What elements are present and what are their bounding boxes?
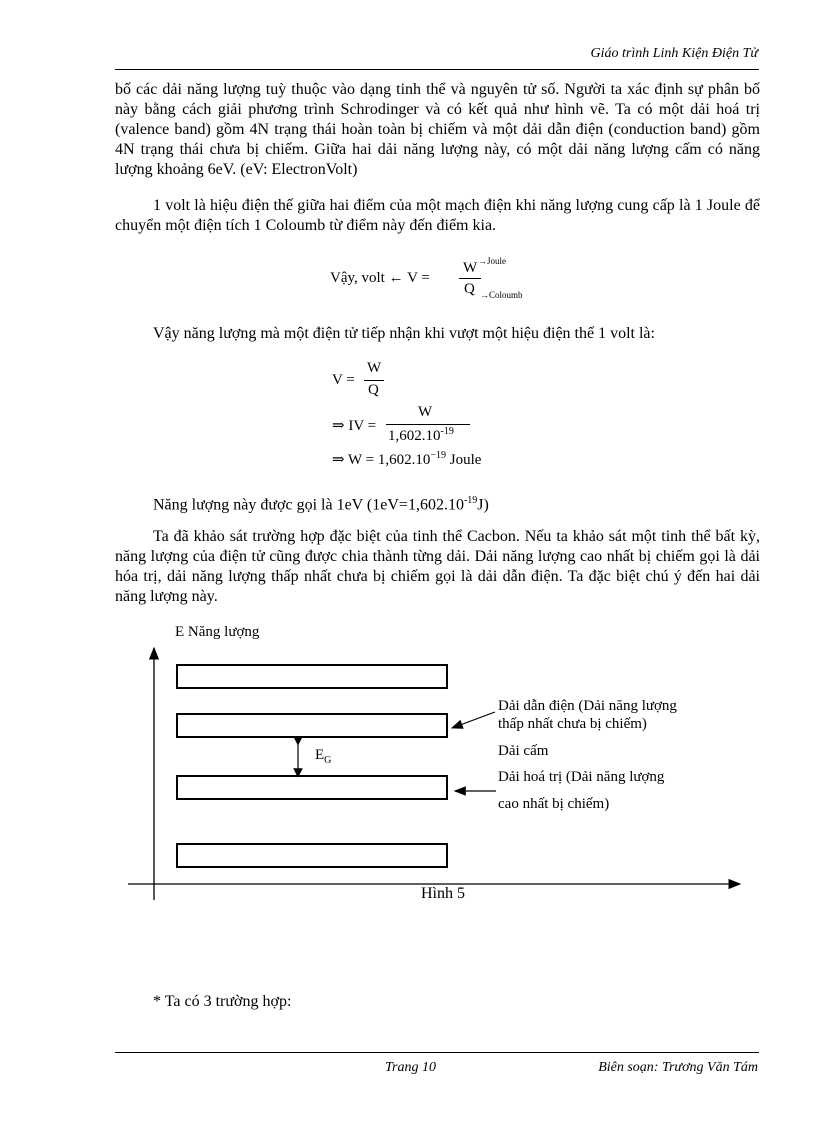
- paragraph-band-general: Ta đã khảo sát trường hợp đặc biệt của tinh thể Cacbon. Nếu ta khảo sát một tinh thể bất kỳ, năng lượng của điện tử cũng được chia thành từng dải. Dải năng lượng cao nhất bị chiếm gọi là dải hóa trị, dải năng lượng thấp nhất chưa bị chiếm gọi là dải dẫn điện. Ta đặc biệt chú ý đến hai dải năng lượng này.: [115, 528, 760, 605]
- forbidden-band-label: Dải cấm: [498, 743, 549, 759]
- valence-label-line1: Dải hoá trị (Dải năng lượng: [498, 769, 665, 785]
- conduction-label-line2: thấp nhất chưa bị chiếm): [498, 716, 647, 732]
- conduction-band: [177, 714, 447, 737]
- volt-formula-numerator-note: →Joule: [478, 256, 506, 266]
- paragraph-three-cases: * Ta có 3 trường hợp:: [153, 993, 292, 1010]
- derivation-line1-numerator: W: [367, 360, 382, 376]
- footer-author: Biên soạn: Trương Văn Tám: [598, 1060, 758, 1075]
- paragraph-electron-energy: Vậy năng lượng mà một điện tử tiếp nhận khi vượt một hiệu điện thế 1 volt là:: [153, 325, 655, 342]
- derivation-line1-lhs: V =: [332, 372, 355, 388]
- volt-formula-denominator: Q: [464, 281, 475, 297]
- valence-label-line2: cao nhất bị chiếm): [498, 796, 610, 812]
- paragraph-band-intro: bố các dải năng lượng tuỳ thuộc vào dạng tinh thể và nguyên tử số. Người ta xác định sự phân bố này bằng cách giải phương trình Schrodinger và có kết quả như hình vẽ. Ta có một dải hoá trị (valence band) gồm 4N trạng thái hoàn toàn bị chiếm và một dải dẫn điện (conduction band) gồm 4N trạng thái chưa bị chiếm. Giữa hai dải năng lượng này, có một dải năng lượng cấm có năng lượng khoảng 6eV. (eV: ElectronVolt): [115, 81, 760, 178]
- band-top: [177, 665, 447, 688]
- volt-formula-prefix: Vậy, volt ← V =: [330, 270, 430, 286]
- conduction-pointer-arrow: [452, 712, 495, 728]
- volt-formula-numerator: W: [463, 260, 478, 276]
- running-header-title: Giáo trình Linh Kiện Điện Tử: [590, 46, 758, 61]
- derivation-line2-exponent: -19: [440, 426, 454, 437]
- valence-band: [177, 776, 447, 799]
- conduction-label-line1: Dải dẫn điện (Dải năng lượng: [498, 698, 677, 714]
- paragraph-ev-definition: Năng lượng này được gọi là 1eV $(1eV=1,602.10^{-19}J)$: [153, 495, 489, 514]
- volt-formula-denominator-note: →Coloumb: [480, 290, 523, 300]
- derivation-line2-numerator: W: [418, 404, 433, 420]
- ev-exponent: -19: [463, 495, 478, 506]
- derivation-line2-denominator: $1,602.10^{-19}$: [388, 426, 454, 444]
- page-number: Trang 10: [385, 1060, 436, 1075]
- derivation-line3-exponent: −19: [430, 450, 447, 461]
- y-axis-label: E Năng lượng: [175, 624, 260, 640]
- derivation-line1-denominator: Q: [368, 382, 379, 398]
- figure-caption: Hình 5: [421, 885, 465, 902]
- band-bottom: [177, 844, 447, 867]
- derivation-line2-lhs: ⇒ IV =: [332, 418, 377, 434]
- energy-gap-label: $E_G$: [315, 747, 332, 766]
- footer-divider: [115, 1052, 759, 1053]
- derivation-line3: ⇒ $W = 1,602.10^{-19}$ Joule: [332, 450, 482, 468]
- paragraph-volt-definition: 1 volt là hiệu điện thế giữa hai điểm của một mạch điện khi năng lượng cung cấp là 1 Joule để chuyển một điện tích 1 Coloumb từ điểm này đến điểm kia.: [115, 197, 760, 234]
